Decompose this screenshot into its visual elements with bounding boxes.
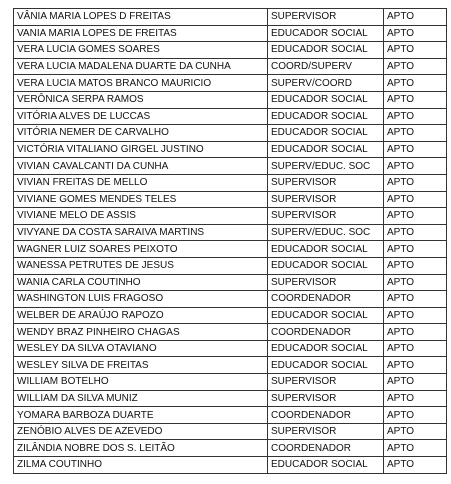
person-name-cell: ZENÓBIO ALVES DE AZEVEDO bbox=[14, 423, 268, 440]
person-name-cell: VÂNIA MARIA LOPES D FREITAS bbox=[14, 9, 268, 26]
status-cell: APTO bbox=[384, 75, 447, 92]
person-name-cell: WAGNER LUIZ SOARES PEIXOTO bbox=[14, 241, 268, 258]
person-name-cell: VERÔNICA SERPA RAMOS bbox=[14, 91, 268, 108]
role-cell: SUPERV/EDUC. SOC bbox=[268, 158, 384, 175]
person-name-cell: WENDY BRAZ PINHEIRO CHAGAS bbox=[14, 324, 268, 341]
status-cell: APTO bbox=[384, 191, 447, 208]
table-row bbox=[14, 158, 447, 175]
status-cell: APTO bbox=[384, 390, 447, 407]
role-cell: EDUCADOR SOCIAL bbox=[268, 307, 384, 324]
table-row bbox=[14, 174, 447, 191]
person-name-cell: WILLIAM BOTELHO bbox=[14, 374, 268, 391]
table-row bbox=[14, 125, 447, 142]
table-row bbox=[14, 191, 447, 208]
status-cell: APTO bbox=[384, 141, 447, 158]
role-cell: SUPERVISOR bbox=[268, 274, 384, 291]
status-cell: APTO bbox=[384, 307, 447, 324]
status-cell: APTO bbox=[384, 174, 447, 191]
role-cell: COORD/SUPERV bbox=[268, 58, 384, 75]
person-name-cell: VERA LUCIA GOMES SOARES bbox=[14, 42, 268, 59]
role-cell: EDUCADOR SOCIAL bbox=[268, 42, 384, 59]
table-row bbox=[14, 274, 447, 291]
table-row bbox=[14, 257, 447, 274]
role-cell: EDUCADOR SOCIAL bbox=[268, 257, 384, 274]
role-cell: EDUCADOR SOCIAL bbox=[268, 91, 384, 108]
person-name-cell: WILLIAM DA SILVA MUNIZ bbox=[14, 390, 268, 407]
role-cell: COORDENADOR bbox=[268, 440, 384, 457]
role-cell: SUPERV/EDUC. SOC bbox=[268, 224, 384, 241]
status-cell: APTO bbox=[384, 291, 447, 308]
table-row bbox=[14, 141, 447, 158]
status-cell: APTO bbox=[384, 274, 447, 291]
person-name-cell: WASHINGTON LUIS FRAGOSO bbox=[14, 291, 268, 308]
table-row bbox=[14, 75, 447, 92]
table-row bbox=[14, 224, 447, 241]
status-cell: APTO bbox=[384, 58, 447, 75]
table-row bbox=[14, 9, 447, 26]
role-cell: EDUCADOR SOCIAL bbox=[268, 357, 384, 374]
person-name-cell: VIVIAN FREITAS DE MELLO bbox=[14, 174, 268, 191]
status-cell: APTO bbox=[384, 241, 447, 258]
person-name-cell: VANIA MARIA LOPES DE FREITAS bbox=[14, 25, 268, 42]
role-cell: EDUCADOR SOCIAL bbox=[268, 241, 384, 258]
table-row bbox=[14, 440, 447, 457]
person-name-cell: VERA LUCIA MATOS BRANCO MAURICIO bbox=[14, 75, 268, 92]
person-name-cell: VICTÓRIA VITALIANO GIRGEL JUSTINO bbox=[14, 141, 268, 158]
person-name-cell: ZILÂNDIA NOBRE DOS S. LEITÃO bbox=[14, 440, 268, 457]
table-row bbox=[14, 291, 447, 308]
status-cell: APTO bbox=[384, 224, 447, 241]
table-row bbox=[14, 374, 447, 391]
role-cell: COORDENADOR bbox=[268, 324, 384, 341]
person-name-cell: ZILMA COUTINHO bbox=[14, 457, 268, 474]
role-cell: SUPERVISOR bbox=[268, 208, 384, 225]
role-cell: SUPERVISOR bbox=[268, 191, 384, 208]
person-name-cell: VIVIANE GOMES MENDES TELES bbox=[14, 191, 268, 208]
table-row bbox=[14, 108, 447, 125]
person-name-cell: VIVIAN CAVALCANTI DA CUNHA bbox=[14, 158, 268, 175]
role-cell: COORDENADOR bbox=[268, 291, 384, 308]
table-row bbox=[14, 340, 447, 357]
table-row bbox=[14, 423, 447, 440]
status-cell: APTO bbox=[384, 340, 447, 357]
status-cell: APTO bbox=[384, 9, 447, 26]
person-name-cell: VERA LUCIA MADALENA DUARTE DA CUNHA bbox=[14, 58, 268, 75]
role-cell: SUPERV/COORD bbox=[268, 75, 384, 92]
table-row bbox=[14, 357, 447, 374]
roster-table bbox=[13, 8, 447, 474]
role-cell: EDUCADOR SOCIAL bbox=[268, 340, 384, 357]
status-cell: APTO bbox=[384, 357, 447, 374]
status-cell: APTO bbox=[384, 125, 447, 142]
person-name-cell: VITÓRIA ALVES DE LUCCAS bbox=[14, 108, 268, 125]
status-cell: APTO bbox=[384, 108, 447, 125]
role-cell: COORDENADOR bbox=[268, 407, 384, 424]
person-name-cell: WESLEY SILVA DE FREITAS bbox=[14, 357, 268, 374]
status-cell: APTO bbox=[384, 208, 447, 225]
status-cell: APTO bbox=[384, 91, 447, 108]
status-cell: APTO bbox=[384, 407, 447, 424]
table-row bbox=[14, 91, 447, 108]
role-cell: SUPERVISOR bbox=[268, 390, 384, 407]
table-row bbox=[14, 390, 447, 407]
role-cell: EDUCADOR SOCIAL bbox=[268, 25, 384, 42]
status-cell: APTO bbox=[384, 374, 447, 391]
role-cell: EDUCADOR SOCIAL bbox=[268, 108, 384, 125]
status-cell: APTO bbox=[384, 457, 447, 474]
table-row bbox=[14, 25, 447, 42]
role-cell: EDUCADOR SOCIAL bbox=[268, 457, 384, 474]
table-row bbox=[14, 42, 447, 59]
roster-table-body bbox=[14, 9, 447, 474]
table-row bbox=[14, 457, 447, 474]
table-row bbox=[14, 208, 447, 225]
person-name-cell: WELBER DE ARAÚJO RAPOZO bbox=[14, 307, 268, 324]
table-row bbox=[14, 324, 447, 341]
role-cell: SUPERVISOR bbox=[268, 9, 384, 26]
table-row bbox=[14, 241, 447, 258]
status-cell: APTO bbox=[384, 324, 447, 341]
status-cell: APTO bbox=[384, 158, 447, 175]
person-name-cell: VIVIANE MELO DE ASSIS bbox=[14, 208, 268, 225]
status-cell: APTO bbox=[384, 25, 447, 42]
status-cell: APTO bbox=[384, 440, 447, 457]
table-row bbox=[14, 307, 447, 324]
person-name-cell: YOMARA BARBOZA DUARTE bbox=[14, 407, 268, 424]
role-cell: EDUCADOR SOCIAL bbox=[268, 141, 384, 158]
person-name-cell: VITÓRIA NEMER DE CARVALHO bbox=[14, 125, 268, 142]
table-row bbox=[14, 58, 447, 75]
role-cell: SUPERVISOR bbox=[268, 374, 384, 391]
status-cell: APTO bbox=[384, 257, 447, 274]
status-cell: APTO bbox=[384, 42, 447, 59]
role-cell: EDUCADOR SOCIAL bbox=[268, 125, 384, 142]
status-cell: APTO bbox=[384, 423, 447, 440]
table-row bbox=[14, 407, 447, 424]
role-cell: SUPERVISOR bbox=[268, 423, 384, 440]
person-name-cell: VIVYANE DA COSTA SARAIVA MARTINS bbox=[14, 224, 268, 241]
person-name-cell: WESLEY DA SILVA OTAVIANO bbox=[14, 340, 268, 357]
person-name-cell: WANESSA PETRUTES DE JESUS bbox=[14, 257, 268, 274]
role-cell: SUPERVISOR bbox=[268, 174, 384, 191]
person-name-cell: WANIA CARLA COUTINHO bbox=[14, 274, 268, 291]
